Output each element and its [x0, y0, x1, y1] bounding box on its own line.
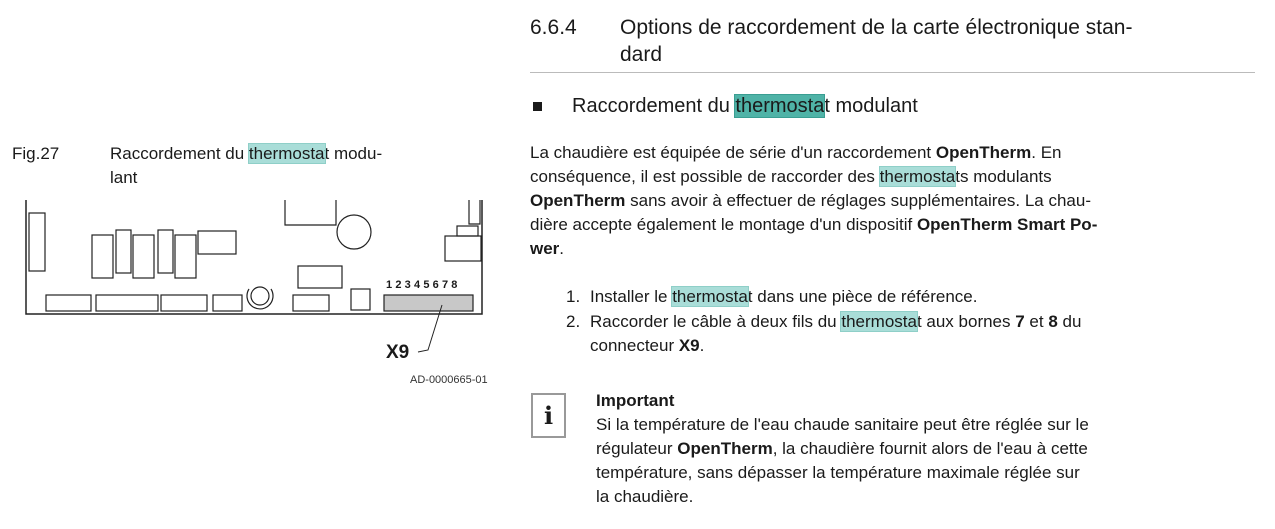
section-number: 6.6.4	[530, 16, 577, 39]
important-note: Important Si la température de l'eau chaude sanitaire peut être réglée sur le régulateur OpenTherm, la chaudière fournit alors de l'eau à cette température, sans dépasser la température maximale réglée sur la chaudière.	[596, 391, 1089, 506]
connector-label: X9	[386, 342, 410, 363]
circuit-board-diagram	[0, 0, 510, 400]
step-2: 2.	[566, 312, 581, 331]
subheading: Raccordement du thermostat modulant	[572, 95, 918, 117]
figure-reference: AD-0000665-01	[410, 374, 488, 386]
connector-pins: 12345678	[386, 279, 461, 291]
intro-paragraph: La chaudière est équipée de série d'un raccordement OpenTherm. En conséquence, il est possible de raccorder des thermostats modulants OpenTherm sans avoir à effectuer de réglages supplémentaires. La chau- dière accepte également le montage d'un dispositif OpenTherm Smart Po- wer.	[530, 143, 1098, 258]
divider	[530, 72, 1255, 73]
info-icon: i	[531, 393, 566, 438]
step-1-text: Installer le thermostat dans une pièce de référence.	[590, 287, 978, 306]
x9-connector	[384, 295, 473, 311]
figure-caption: Raccordement du thermostat modu- lant	[110, 144, 383, 187]
bullet-square-icon	[533, 102, 542, 111]
step-1: 1.	[566, 287, 581, 306]
figure-label: Fig.27	[12, 144, 60, 163]
section-title: Options de raccordement de la carte électronique stan- dard	[620, 16, 1133, 66]
important-title: Important	[596, 391, 675, 410]
step-2-text: Raccorder le câble à deux fils du thermostat aux bornes 7 et 8 du connecteur X9.	[590, 312, 1082, 355]
